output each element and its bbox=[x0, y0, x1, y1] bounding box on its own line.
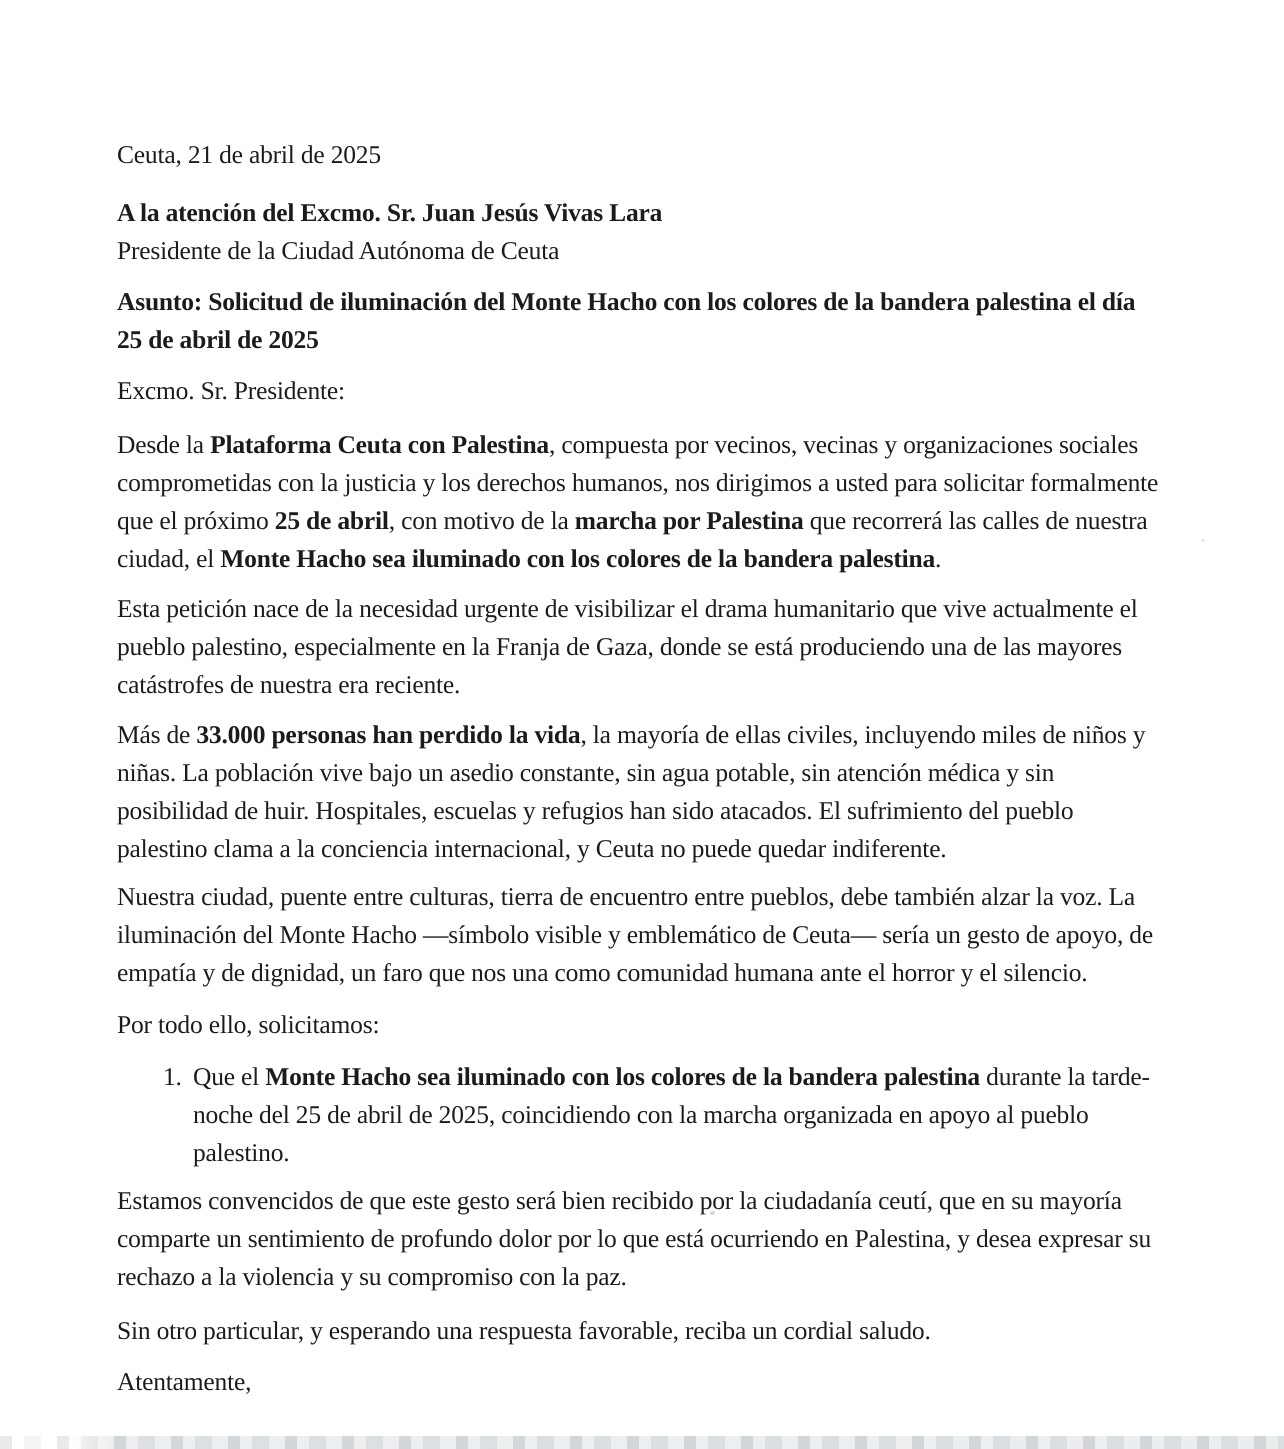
paragraph-plataforma: Desde la Plataforma Ceuta con Palestina, compuesta por vecinos, vecinas y organizaciones sociales comprometidas con la justicia y los derechos humanos, nos dirigimos a usted para solicitar formalmente que el próximo 25 de abril, con motivo de la marcha por Palestina que recorrerá las calles de nuestra ciudad, el Monte Hacho sea iluminado con los colores de la bandera palestina. bbox=[117, 430, 1159, 573]
request-intro: Por todo ello, solicitamos: bbox=[117, 1010, 380, 1039]
closing-paragraph-despedida: Sin otro particular, y esperando una respuesta favorable, reciba un cordial saludo. bbox=[117, 1316, 931, 1345]
paragraph-ciudad: Nuestra ciudad, puente entre culturas, tierra de encuentro entre pueblos, debe también alzar la voz. La iluminación del Monte Hacho —símbolo visible y emblemático de Ceuta— sería un gesto de apoyo, de empatía y de dignidad, un faro que nos una como comunidad humana ante el horror y el silencio. bbox=[117, 882, 1153, 987]
paragraph-victimas: Más de 33.000 personas han perdido la vida, la mayoría de ellas civiles, incluyendo miles de niños y niñas. La población vive bajo un asedio constante, sin agua potable, sin atención médica y sin posibilidad de huir. Hospitales, escuelas y refugios han sido atacados. El sufrimiento del pueblo palestino clama a la conciencia internacional, y Ceuta no puede quedar indiferente. bbox=[117, 720, 1146, 863]
letter-document bbox=[117, 136, 1166, 1401]
signoff: Atentamente, bbox=[117, 1367, 252, 1396]
request-item bbox=[117, 1058, 1166, 1172]
scan-speck bbox=[710, 1211, 715, 1215]
date-line: Ceuta, 21 de abril de 2025 bbox=[117, 140, 381, 169]
request-item-text: Que el Monte Hacho sea iluminado con los colores de la bandera palestina durante la tarde-noche del 25 de abril de 2025, coincidiendo con la marcha organizada en apoyo al pueblo palestino. bbox=[193, 1062, 1150, 1167]
recipient-title-line: Presidente de la Ciudad Autónoma de Ceuta bbox=[117, 236, 560, 265]
paragraph-peticion: Esta petición nace de la necesidad urgente de visibilizar el drama humanitario que vive actualmente el pueblo palestino, especialmente en la Franja de Gaza, donde se está produciendo una de las mayores catástrofes de nuestra era reciente. bbox=[117, 594, 1138, 699]
scan-speck bbox=[1201, 539, 1205, 542]
recipient-block bbox=[117, 194, 1166, 270]
request-item-marker: 1. bbox=[163, 1062, 182, 1091]
request-list bbox=[117, 1058, 1166, 1172]
salutation: Excmo. Sr. Presidente: bbox=[117, 376, 345, 405]
recipient-attention-line: A la atención del Excmo. Sr. Juan Jesús Vivas Lara bbox=[117, 198, 663, 227]
scan-edge-band bbox=[0, 1436, 1284, 1449]
subject-line: Asunto: Solicitud de iluminación del Monte Hacho con los colores de la bandera palestina el día 25 de abril de 2025 bbox=[117, 287, 1136, 354]
closing-paragraph-conviccion: Estamos convencidos de que este gesto será bien recibido por la ciudadanía ceutí, que en su mayoría comparte un sentimiento de profundo dolor por lo que está ocurriendo en Palestina, y desea expresar su rechazo a la violencia y su compromiso con la paz. bbox=[117, 1186, 1151, 1291]
